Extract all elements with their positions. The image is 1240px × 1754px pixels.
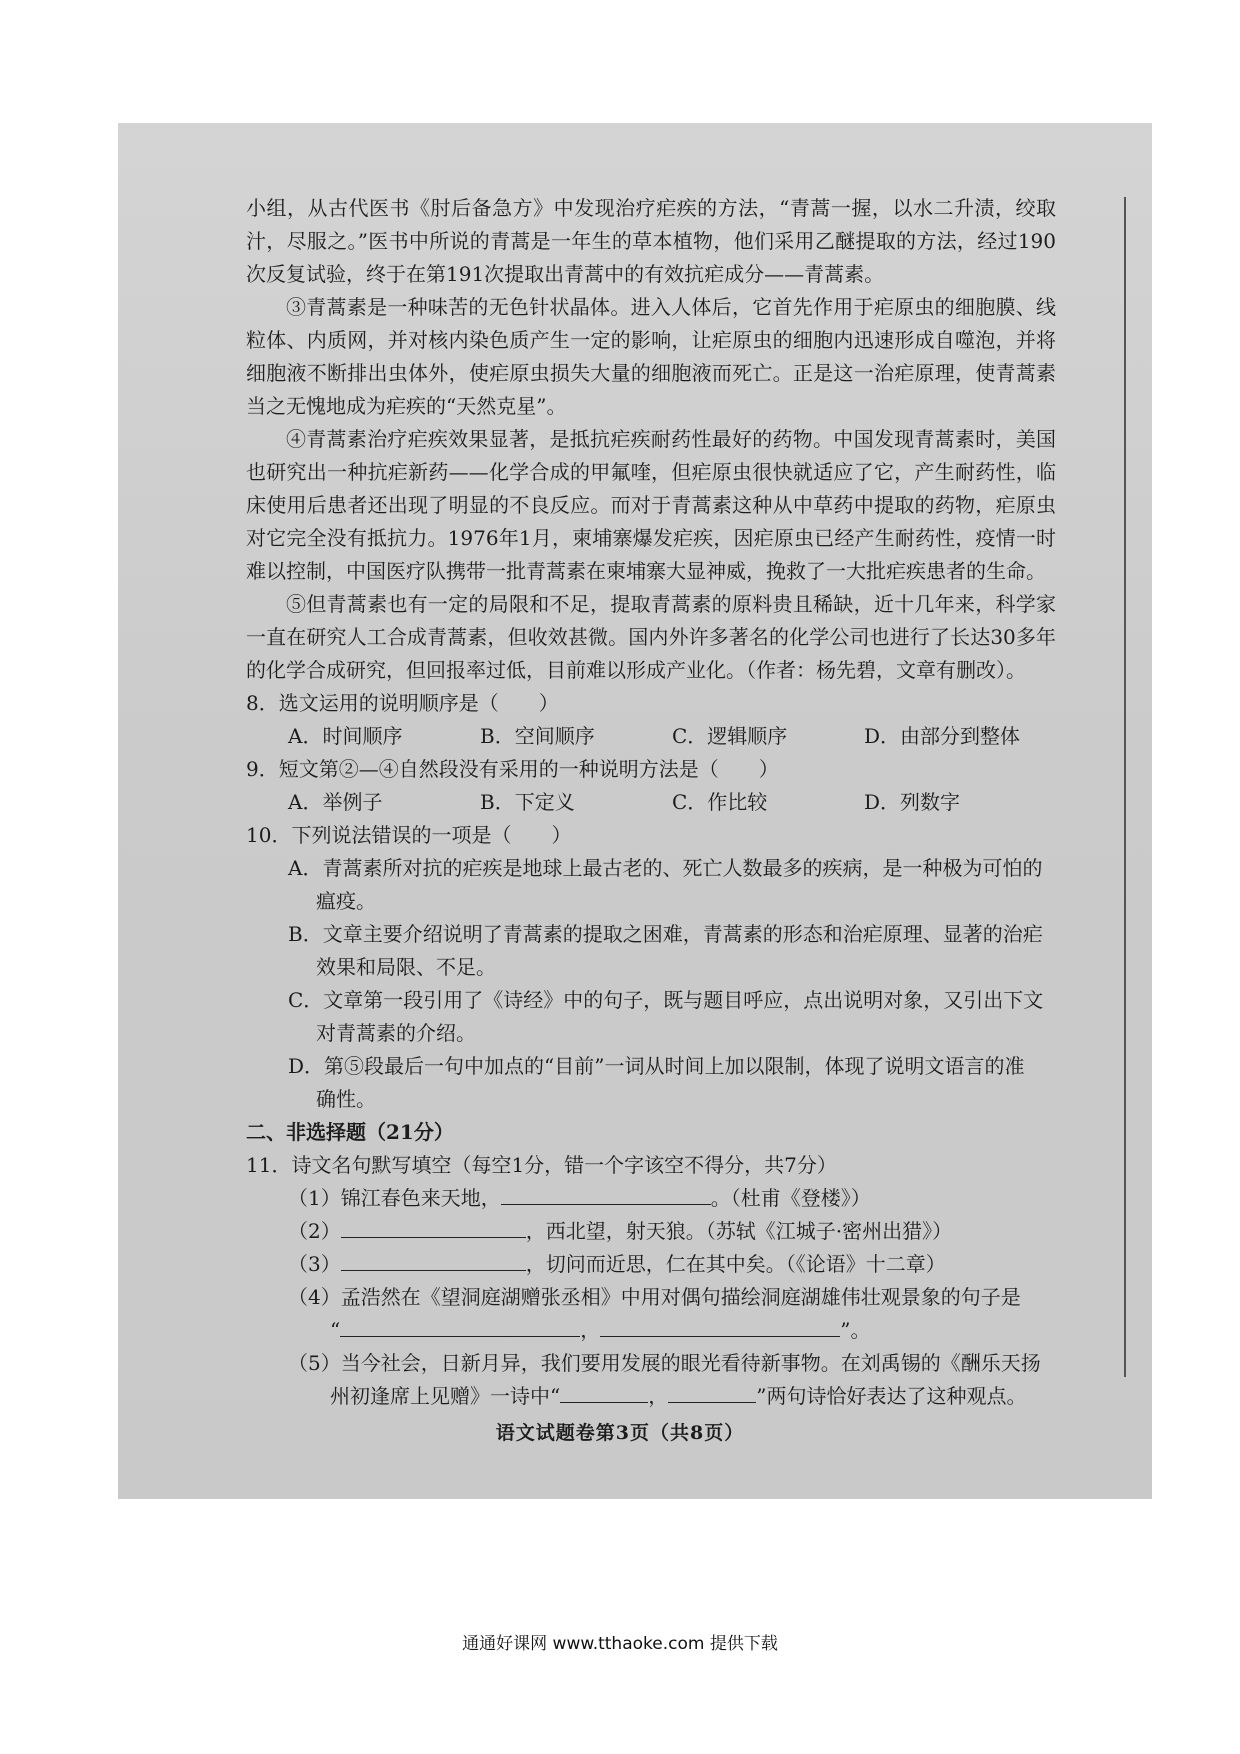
page-content: [246, 192, 1056, 1413]
q10-option-b[interactable]: [246, 918, 1056, 984]
q11-item-5-line1: （5）当今社会，日新月异，我们要用发展的眼光看待新事物。在刘禹锡的《酬乐天扬: [288, 1351, 1041, 1375]
q8-option-a[interactable]: A．时间顺序: [288, 724, 403, 748]
q10-option-a[interactable]: [246, 852, 1056, 918]
q11-item-4-comma: ，: [580, 1318, 601, 1342]
question-10-stem: 10．下列说法错误的一项是（ ）: [246, 823, 572, 847]
q9-option-a[interactable]: A．举例子: [288, 790, 383, 814]
margin-rule: [1124, 197, 1126, 1377]
q9-option-b[interactable]: B．下定义: [480, 790, 575, 814]
q11-item-2-suffix: ，西北望，射天狼。（苏轼《江城子·密州出猎》）: [525, 1219, 953, 1243]
download-credit: 通通好课网 www.tthaoke.com 提供下载: [462, 1634, 778, 1654]
q11-item-4-line1: （4）孟浩然在《望洞庭湖赠张丞相》中用对偶句描绘洞庭湖雄伟壮观景象的句子是: [288, 1285, 1021, 1309]
q11-blank-3[interactable]: [341, 1248, 526, 1271]
q11-blank-2[interactable]: [341, 1215, 526, 1238]
q11-item-3-prefix: （3）: [288, 1252, 341, 1276]
q8-option-c[interactable]: C．逻辑顺序: [672, 724, 788, 748]
q11-item-4-open-quote: “: [330, 1318, 341, 1342]
q11-item-4-close-quote: ”。: [840, 1318, 871, 1342]
question-11-stem: 11．诗文名句默写填空（每空1分，错一个字该空不得分，共7分）: [246, 1153, 837, 1177]
question-8-options: [246, 720, 1056, 753]
q11-item-2-prefix: （2）: [288, 1219, 341, 1243]
q11-item-5-comma: ，: [648, 1384, 669, 1408]
q11-item-5-prefix: 州初逢席上见赠》一诗中“: [330, 1384, 561, 1408]
q11-item-4: [246, 1281, 1056, 1347]
q11-blank-5a[interactable]: [560, 1380, 648, 1403]
question-9-options: [246, 786, 1056, 819]
q11-item-1-prefix: （1）锦江春色来天地，: [288, 1186, 501, 1210]
passage-paragraph-5: ⑤但青蒿素也有一定的局限和不足，提取青蒿素的原料贵且稀缺，近十几年来，科学家一直在研究人工合成青蒿素，但收效甚微。国内外许多著名的化学公司也进行了长达30多年的化学合成研究，但回报率过低，目前难以形成产业化。（作者：杨先碧，文章有删改）。: [246, 592, 1056, 682]
q11-blank-5b[interactable]: [668, 1380, 756, 1403]
q11-item-2: [246, 1215, 1056, 1248]
q8-option-d[interactable]: D．由部分到整体: [864, 724, 1021, 748]
passage-paragraph-2-continued: 小组，从古代医书《肘后备急方》中发现治疗疟疾的方法，“青蒿一握，以水二升渍，绞取汁，尽服之。”医书中所说的青蒿是一年生的草本植物，他们采用乙醚提取的方法，经过190次反复试验，终于在第191次提取出青蒿中的有效抗疟成分——青蒿素。: [246, 196, 1056, 286]
q11-item-3-suffix: ，切问而近思，仁在其中矣。（《论语》十二章）: [525, 1252, 946, 1276]
passage-paragraph-4: ④青蒿素治疗疟疾效果显著，是抵抗疟疾耐药性最好的药物。中国发现青蒿素时，美国也研究出一种抗疟新药——化学合成的甲氟喹，但疟原虫很快就适应了它，产生耐药性，临床使用后患者还出现了明显的不良反应。而对于青蒿素这种从中草药中提取的药物，疟原虫对它完全没有抵抗力。1976年1月，柬埔寨爆发疟疾，因疟原虫已经产生耐药性，疫情一时难以控制，中国医疗队携带一批青蒿素在柬埔寨大显神威，挽救了一大批疟疾患者的生命。: [246, 427, 1056, 583]
q11-item-1: [246, 1182, 1056, 1215]
passage-paragraph-3: ③青蒿素是一种味苦的无色针状晶体。进入人体后，它首先作用于疟原虫的细胞膜、线粒体、内质网，并对核内染色质产生一定的影响，让疟原虫的细胞内迅速形成自噬泡，并将细胞液不断排出虫体外，使疟原虫损失大量的细胞液而死亡。正是这一治疟原理，使青蒿素当之无愧地成为疟疾的“天然克星”。: [246, 295, 1056, 418]
q11-item-4-line2: [288, 1314, 1056, 1347]
q11-item-5-suffix: ”两句诗恰好表达了这种观点。: [756, 1384, 1027, 1408]
q10-option-d[interactable]: [246, 1050, 1056, 1116]
page-number-footer: 语文试题卷第3页（共8页）: [495, 1422, 745, 1444]
q10-option-a-line2: 瘟疫。: [316, 889, 376, 913]
section-2-heading: 二、非选择题（21分）: [246, 1120, 454, 1144]
q10-option-c-line2: 对青蒿素的介绍。: [316, 1021, 476, 1045]
q11-blank-4a[interactable]: [340, 1314, 580, 1337]
q10-option-d-line2: 确性。: [316, 1087, 376, 1111]
question-8-stem: 8．选文运用的说明顺序是（ ）: [246, 691, 559, 715]
q11-blank-4b[interactable]: [600, 1314, 840, 1337]
q10-option-c[interactable]: [246, 984, 1056, 1050]
q11-item-5-line2: [288, 1380, 1056, 1413]
q11-blank-1[interactable]: [501, 1182, 711, 1205]
question-9-stem: 9．短文第②—④自然段没有采用的一种说明方法是（ ）: [246, 757, 779, 781]
q11-item-3: [246, 1248, 1056, 1281]
q10-option-a-line1: A．青蒿素所对抗的疟疾是地球上最古老的、死亡人数最多的疾病，是一种极为可怕的: [288, 856, 1043, 880]
q9-option-c[interactable]: C．作比较: [672, 790, 768, 814]
q10-option-d-line1: D．第⑤段最后一句中加点的“目前”一词从时间上加以限制，体现了说明文语言的准: [288, 1054, 1025, 1078]
q11-item-5: [246, 1347, 1056, 1413]
q11-item-1-suffix: 。（杜甫《登楼》）: [710, 1186, 871, 1210]
q8-option-b[interactable]: B．空间顺序: [480, 724, 595, 748]
q10-option-b-line1: B．文章主要介绍说明了青蒿素的提取之困难，青蒿素的形态和治疟原理、显著的治疟: [288, 922, 1043, 946]
q9-option-d[interactable]: D．列数字: [864, 790, 961, 814]
q10-option-b-line2: 效果和局限、不足。: [316, 955, 496, 979]
q10-option-c-line1: C．文章第一段引用了《诗经》中的句子，既与题目呼应，点出说明对象，又引出下文: [288, 988, 1044, 1012]
